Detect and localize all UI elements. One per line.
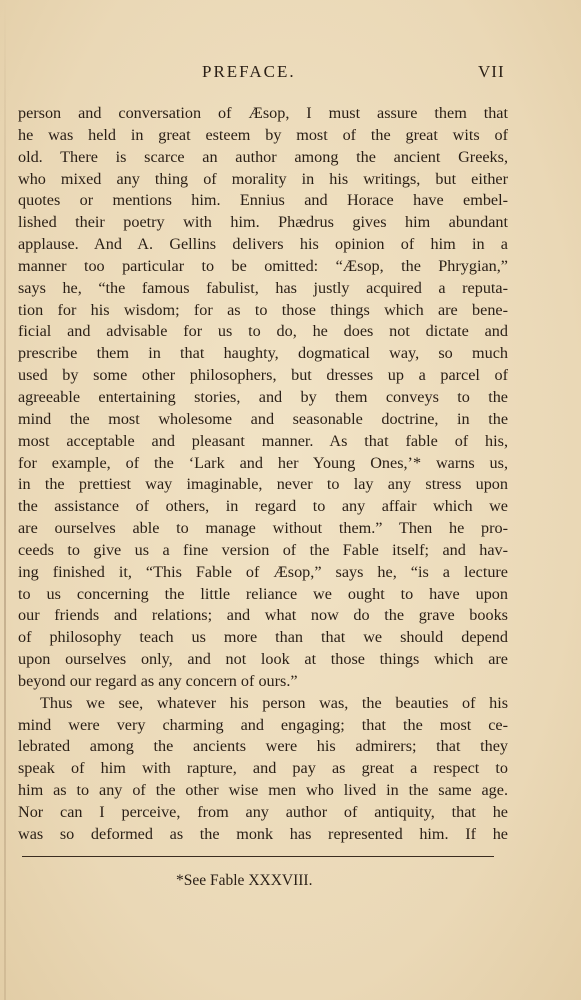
text-line: ficial and advisable for us to do, he does not dictate and (18, 322, 508, 341)
footnote-rule (22, 856, 494, 857)
text-line: are ourselves able to manage without them.” Then he pro- (18, 519, 508, 538)
running-title: PREFACE. (202, 62, 296, 81)
text-line: Nor can I perceive, from any author of antiquity, that he (18, 803, 508, 821)
running-header (0, 62, 581, 86)
page-number: VII (478, 62, 505, 81)
text-line: for example, of the ‘Lark and her Young Ones,’* warns us, (18, 453, 508, 472)
text-line: upon ourselves only, and not look at those things which are (18, 650, 508, 669)
text-line: most acceptable and pleasant manner. As that fable of his, (18, 431, 508, 450)
text-line: was so deformed as the monk has represented him. If he (18, 824, 508, 843)
text-line: our friends and relations; and what now do the grave books (18, 606, 508, 625)
text-line: manner too particular to be omitted: “Æsop, the Phrygian,” (18, 256, 508, 275)
text-line: agreeable entertaining stories, and by them conveys to the (18, 387, 508, 406)
paragraph-1 (18, 103, 508, 693)
body-text (18, 103, 508, 846)
text-line: old. There is scarce an author among the ancient Greeks, (18, 147, 508, 166)
text-line: prescribe them in that haughty, dogmatical way, so much (18, 344, 508, 363)
text-line: quotes or mentions him. Ennius and Horace have embel- (18, 191, 508, 210)
text-line: applause. And A. Gellins delivers his opinion of him in a (18, 235, 508, 254)
text-line: speak of him with rapture, and pay as great a respect to (18, 759, 508, 778)
text-line: used by some other philosophers, but dresses up a parcel of (18, 366, 508, 385)
page-gutter (4, 0, 6, 1000)
text-line: person and conversation of Æsop, I must assure them that (18, 104, 508, 122)
text-line: lished their poetry with him. Phædrus gives him abundant (18, 213, 508, 232)
text-line: mind were very charming and engaging; that the most ce- (18, 715, 508, 734)
text-line: in the prettiest way imaginable, never to lay any stress upon (18, 475, 508, 494)
text-line: beyond our regard as any concern of ours.” (18, 671, 298, 690)
text-line: of philosophy teach us more than that we should depend (18, 628, 508, 647)
text-line: says he, “the famous fabulist, has justly acquired a reputa- (18, 278, 508, 297)
text-line: to us concerning the little reliance we ought to have upon (18, 584, 508, 603)
text-line: tion for his wisdom; for as to those things which are bene- (18, 300, 508, 319)
text-line: ceeds to give us a fine version of the Fable itself; and hav- (18, 540, 508, 559)
text-line: Thus we see, whatever his person was, the beauties of his (40, 693, 508, 712)
text-line: him as to any of the other wise men who lived in the same age. (18, 781, 508, 800)
text-line: who mixed any thing of morality in his writings, but either (18, 169, 508, 188)
paragraph-2 (18, 693, 508, 846)
footnote: *See Fable XXXVIII. (176, 872, 313, 889)
text-line: he was held in great esteem by most of the great wits of (18, 125, 508, 144)
text-line: ing finished it, “This Fable of Æsop,” says he, “is a lecture (18, 562, 508, 581)
text-line: mind the most wholesome and seasonable doctrine, in the (18, 409, 508, 428)
text-line: the assistance of others, in regard to any affair which we (18, 497, 508, 516)
text-line: lebrated among the ancients were his admirers; that they (18, 737, 508, 756)
